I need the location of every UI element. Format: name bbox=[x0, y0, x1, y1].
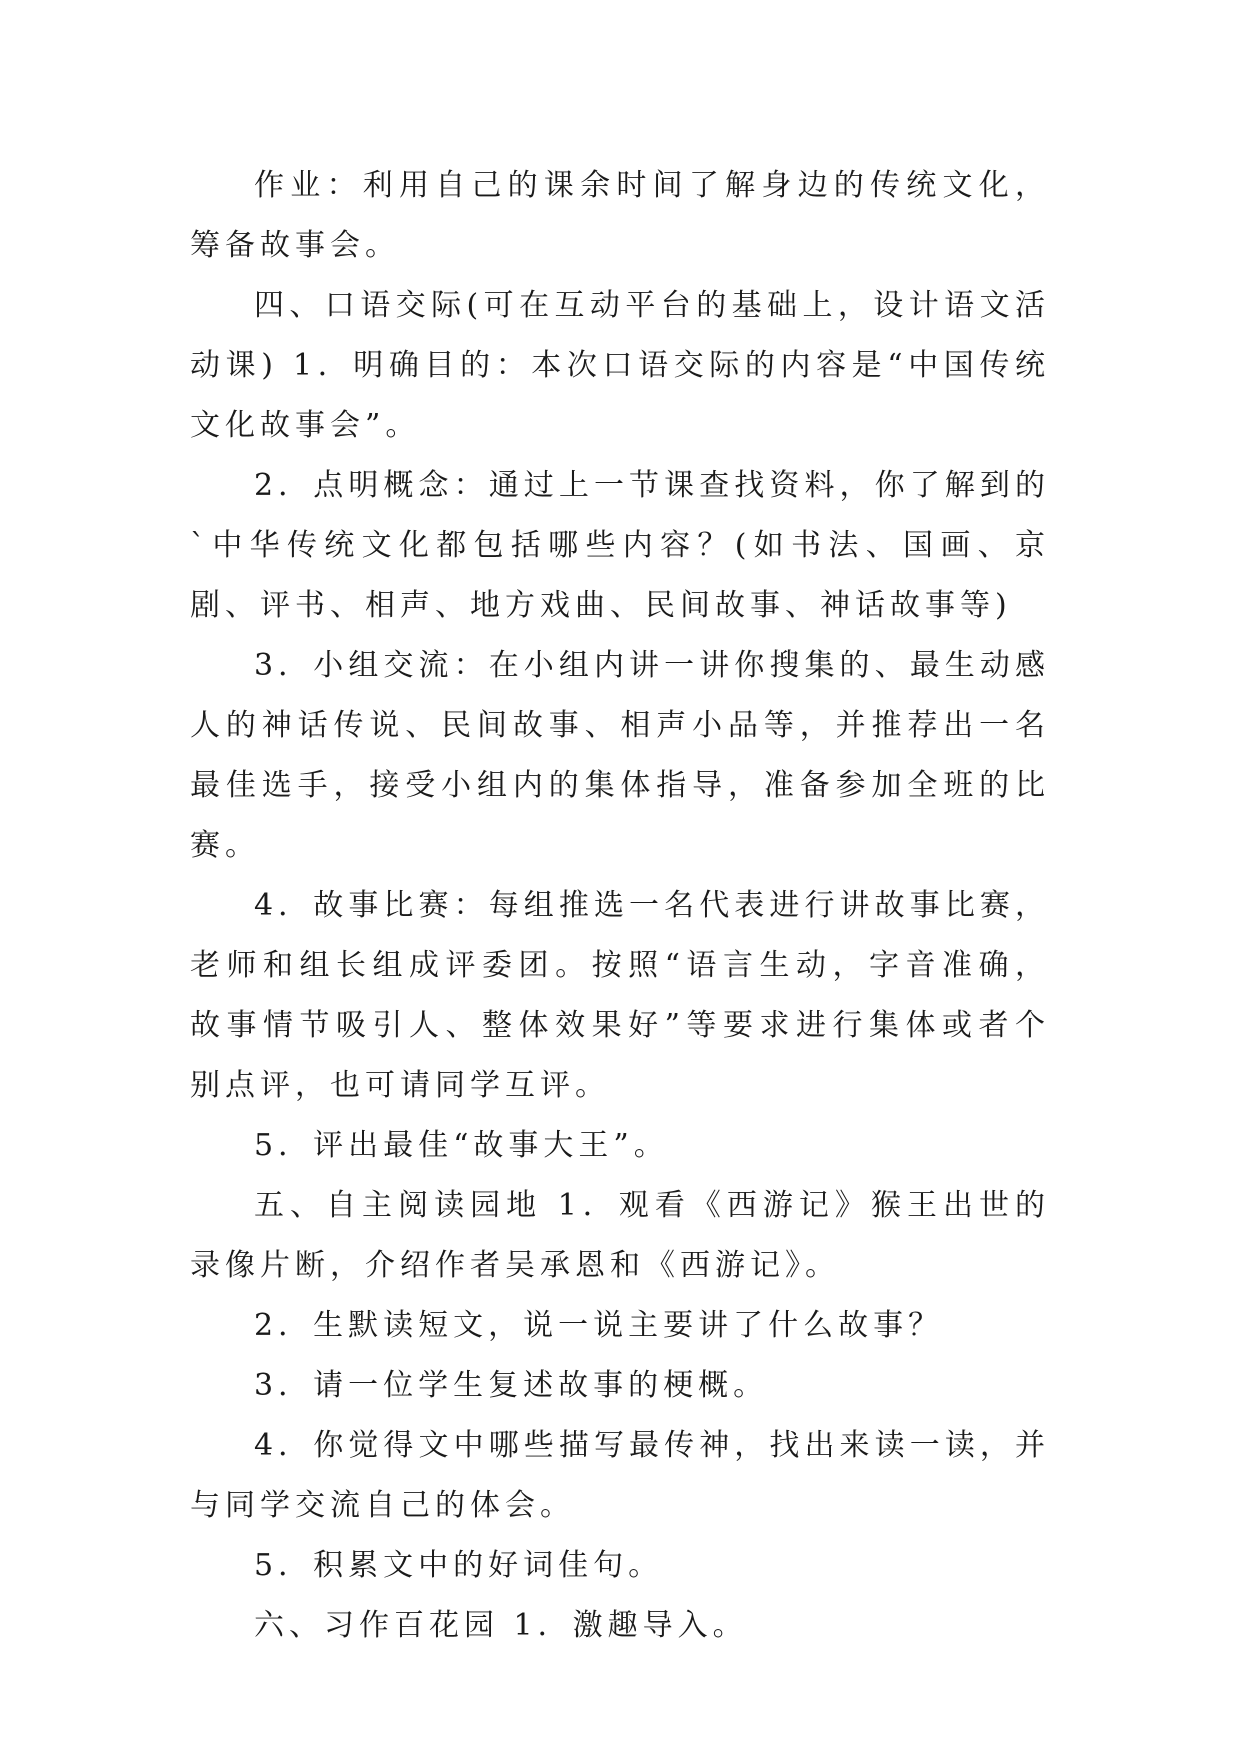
paragraph-homework: 作业：利用自己的课余时间了解身边的传统文化，筹备故事会。 bbox=[190, 168, 1050, 263]
paragraph-retell: 3．请一位学生复述故事的梗概。 bbox=[254, 1368, 769, 1403]
paragraph-silent-reading: 2．生默读短文，说一说主要讲了什么故事？ bbox=[254, 1308, 944, 1343]
paragraph-group-exchange: 3．小组交流：在小组内讲一讲你搜集的、最生动感人的神话传说、民间故事、相声小品等，并推荐出一名最佳选手，接受小组内的集体指导，准备参加全班的比赛。 bbox=[190, 648, 1050, 863]
paragraph-concept: 2．点明概念：通过上一节课查找资料，你了解到的`中华传统文化都包括哪些内容？(如书法、国画、京剧、评书、相声、地方戏曲、民间故事、神话故事等) bbox=[190, 468, 1050, 623]
document-body bbox=[190, 156, 1050, 1656]
paragraph-vivid-description: 4．你觉得文中哪些描写最传神，找出来读一读，并与同学交流自己的体会。 bbox=[190, 1428, 1050, 1523]
paragraph-writing-garden: 六、习作百花园 1．激趣导入。 bbox=[254, 1608, 748, 1643]
paragraph-oral-communication: 四、口语交际(可在互动平台的基础上，设计语文活动课) 1．明确目的：本次口语交际的内容是“中国传统文化故事会”。 bbox=[190, 288, 1050, 443]
paragraph-story-contest: 4．故事比赛：每组推选一名代表进行讲故事比赛，老师和组长组成评委团。按照“语言生动，字音准确，故事情节吸引人、整体效果好”等要求进行集体或者个别点评，也可请同学互评。 bbox=[190, 888, 1050, 1103]
paragraph-reading-garden: 五、自主阅读园地 1．观看《西游记》猴王出世的录像片断，介绍作者吴承恩和《西游记》。 bbox=[190, 1188, 1050, 1283]
paragraph-best-storyteller: 5．评出最佳“故事大王”。 bbox=[254, 1128, 669, 1163]
paragraph-accumulate: 5．积累文中的好词佳句。 bbox=[254, 1548, 664, 1583]
